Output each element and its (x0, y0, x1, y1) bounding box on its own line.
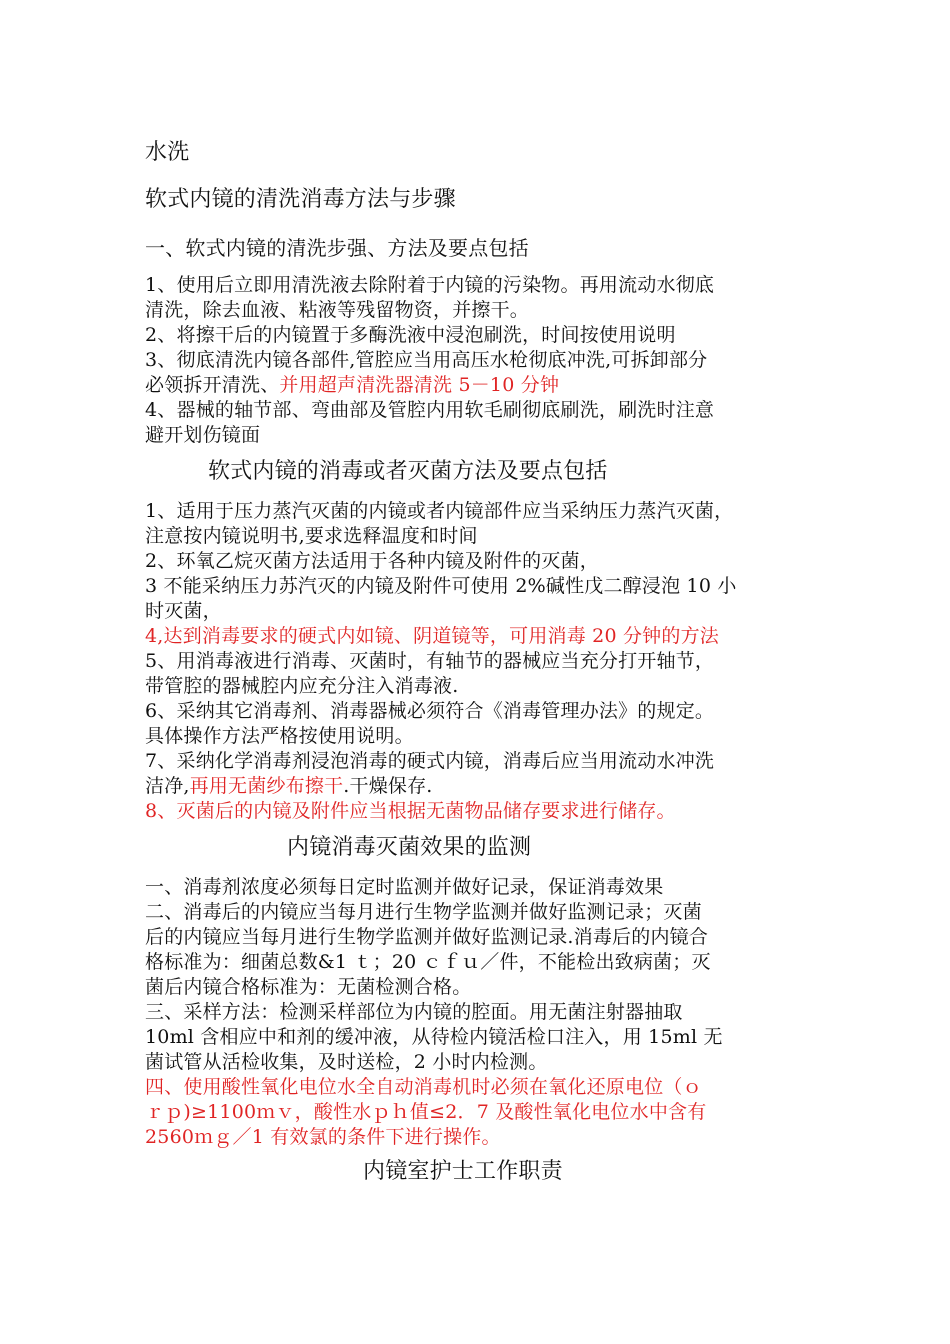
section2-line-3: 2、环氧乙烷灭菌方法适用于各种内镜及附件的灭菌， (145, 550, 599, 572)
section1-line-3: 2、将擦干后的内镜置于多酶洗液中浸泡刷洗，时间按使用说明 (145, 324, 676, 346)
section2-line-4: 3 不能采纳压力苏汽灭的内镜及附件可使用 2%碱性戊二醇浸泡 10 小 (145, 575, 737, 597)
main-title: 软式内镜的清洗消毒方法与步骤 (145, 187, 456, 212)
section1-line-5-text: 必领拆开清洗、 (145, 374, 280, 396)
section1-line-1: 1、使用后立即用清洗液去除附着于内镜的污染物。再用流动水彻底 (145, 274, 715, 296)
section4-heading: 内镜室护士工作职责 (363, 1159, 563, 1184)
section2-line-2: 注意按内镜说明书,要求选释温度和时间 (145, 525, 478, 547)
section1-line-2: 清洗，除去血液、粘液等残留物资，并擦干。 (145, 299, 530, 321)
section1-line-5 (145, 372, 559, 398)
section2-line-11 (145, 773, 433, 799)
section2-line-7: 带管腔的器械腔内应充分注入消毒液. (145, 675, 459, 697)
section3-line-7: 10ml 含相应中和剂的缓冲液，从待检内镜活检口注入，用 15ml 无 (145, 1026, 723, 1048)
section2-line-9: 具体操作方法严格按使用说明。 (145, 725, 414, 747)
section2-line-6: 5、用消毒液进行消毒、灭菌时，有轴节的器械应当充分打开轴节， (145, 650, 715, 672)
top-label: 水洗 (145, 140, 190, 165)
section3-line-6: 三、采样方法：检测采样部位为内镜的腔面。用无菌注射器抽取 (145, 1001, 683, 1023)
section3-line-8: 菌试管从活检收集，及时送检，2 小时内检测。 (145, 1051, 548, 1073)
section3-line-4: 格标准为：细菌总数&1 ｔ；20 ｃｆｕ／件，不能检出致病菌；灭 (145, 951, 711, 973)
section2-highlight-gauze: 再用无菌纱布擦干 (189, 775, 344, 797)
section3-heading: 内镜消毒灭菌效果的监测 (287, 835, 532, 860)
section1-line-7: 避开划伤镜面 (145, 424, 261, 446)
section1-line-6: 4、器械的轴节部、弯曲部及管腔内用软毛刷彻底刷洗，刷洗时注意 (145, 399, 715, 421)
section2-heading: 软式内镜的消毒或者灭菌方法及要点包括 (208, 459, 608, 484)
section2-line-5: 时灭菌， (145, 600, 222, 622)
section3-red-line-1: 四、使用酸性氧化电位水全自动消毒机时必须在氧化还原电位（ｏ (145, 1076, 702, 1098)
section1-heading: 一、软式内镜的清洗步强、方法及要点包括 (145, 236, 529, 260)
section1-line-4: 3、彻底清洗内镜各部件,管腔应当用高压水枪彻底冲洗,可拆卸部分 (145, 349, 708, 371)
section3-line-5: 菌后内镜合格标准为：无菌检测合格。 (145, 976, 472, 998)
section2-red-line-2: 8、灭菌后的内镜及附件应当根据无菌物品储存要求进行储存。 (145, 800, 676, 822)
section3-line-1: 一、消毒剂浓度必须每日定时监测并做好记录，保证消毒效果 (145, 876, 664, 898)
section1-highlight-ultrasonic: 并用超声清洗器清洗 5－10 分钟 (279, 374, 560, 396)
section2-line-10: 7、采纳化学消毒剂浸泡消毒的硬式内镜，消毒后应当用流动水冲洗 (145, 750, 715, 772)
section3-red-line-3: 2560ｍｇ／1 有效氯的条件下进行操作。 (145, 1126, 501, 1148)
section2-line-11-text-a: 洁净, (145, 775, 190, 797)
section2-line-11-text-b: .干燥保存. (343, 775, 433, 797)
section3-line-2: 二、消毒后的内镜应当每月进行生物学监测并做好监测记录；灭菌 (145, 901, 702, 923)
section2-line-1: 1、适用于压力蒸汽灭菌的内镜或者内镜部件应当采纳压力蒸汽灭菌， (145, 500, 734, 522)
section2-line-8: 6、采纳其它消毒剂、消毒器械必须符合《消毒管理办法》的规定。 (145, 700, 715, 722)
section2-red-line-1: 4,达到消毒要求的硬式内如镜、阴道镜等，可用消毒 20 分钟的方法 (145, 625, 719, 647)
section3-line-3: 后的内镜应当每月进行生物学监测并做好监测记录.消毒后的内镜合 (145, 926, 709, 948)
section3-red-line-2: ｒｐ)≥1100ｍｖ，酸性水ｐｈ值≤2．7 及酸性氧化电位水中含有 (145, 1101, 707, 1123)
